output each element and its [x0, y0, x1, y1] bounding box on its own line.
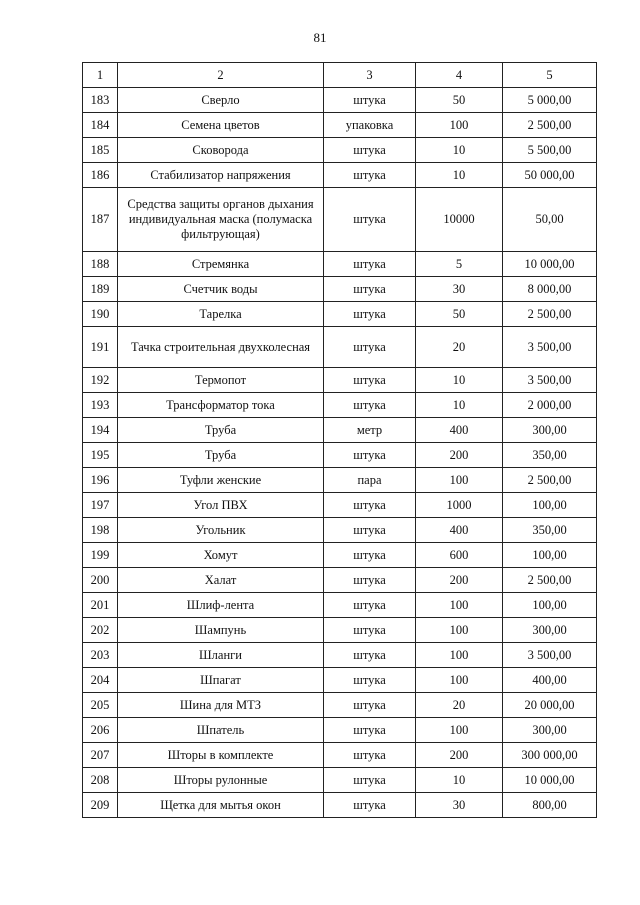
- price-cell: 3 500,00: [503, 327, 597, 368]
- table-row: [83, 618, 597, 643]
- row-number-cell: 204: [83, 668, 118, 693]
- items-table: [82, 62, 597, 818]
- price-cell: 50 000,00: [503, 163, 597, 188]
- price-cell: 300,00: [503, 418, 597, 443]
- price-cell: 100,00: [503, 543, 597, 568]
- table-row: [83, 743, 597, 768]
- item-name-cell: Семена цветов: [118, 113, 324, 138]
- header-cell-1: 1: [83, 63, 118, 88]
- item-name-cell: Угол ПВХ: [118, 493, 324, 518]
- price-cell: 20 000,00: [503, 693, 597, 718]
- price-cell: 2 500,00: [503, 113, 597, 138]
- price-cell: 800,00: [503, 793, 597, 818]
- quantity-cell: 600: [416, 543, 503, 568]
- unit-cell: штука: [324, 568, 416, 593]
- quantity-cell: 1000: [416, 493, 503, 518]
- unit-cell: штука: [324, 368, 416, 393]
- row-number-cell: 185: [83, 138, 118, 163]
- unit-cell: штука: [324, 493, 416, 518]
- item-name-cell: Термопот: [118, 368, 324, 393]
- row-number-cell: 195: [83, 443, 118, 468]
- quantity-cell: 100: [416, 643, 503, 668]
- item-name-cell: Тачка строительная двухколесная: [118, 327, 324, 368]
- quantity-cell: 200: [416, 568, 503, 593]
- unit-cell: штука: [324, 643, 416, 668]
- price-cell: 3 500,00: [503, 643, 597, 668]
- table-row: [83, 493, 597, 518]
- item-name-cell: Сковорода: [118, 138, 324, 163]
- item-name-cell: Халат: [118, 568, 324, 593]
- item-name-cell: Средства защиты органов дыхания индивидуальная маска (полумаска фильтрующая): [118, 188, 324, 252]
- table-row: [83, 718, 597, 743]
- item-name-cell: Шторы в комплекте: [118, 743, 324, 768]
- table-row: [83, 327, 597, 368]
- table-row: [83, 418, 597, 443]
- table-row: [83, 568, 597, 593]
- header-cell-2: 2: [118, 63, 324, 88]
- quantity-cell: 400: [416, 518, 503, 543]
- unit-cell: штука: [324, 543, 416, 568]
- quantity-cell: 200: [416, 743, 503, 768]
- price-cell: 400,00: [503, 668, 597, 693]
- price-cell: 5 000,00: [503, 88, 597, 113]
- row-number-cell: 202: [83, 618, 118, 643]
- quantity-cell: 10000: [416, 188, 503, 252]
- quantity-cell: 10: [416, 768, 503, 793]
- quantity-cell: 100: [416, 618, 503, 643]
- row-number-cell: 189: [83, 277, 118, 302]
- quantity-cell: 10: [416, 163, 503, 188]
- row-number-cell: 194: [83, 418, 118, 443]
- row-number-cell: 200: [83, 568, 118, 593]
- row-number-cell: 196: [83, 468, 118, 493]
- unit-cell: штука: [324, 593, 416, 618]
- price-cell: 2 000,00: [503, 393, 597, 418]
- table-row: [83, 113, 597, 138]
- item-name-cell: Стремянка: [118, 252, 324, 277]
- quantity-cell: 100: [416, 668, 503, 693]
- row-number-cell: 205: [83, 693, 118, 718]
- row-number-cell: 206: [83, 718, 118, 743]
- header-cell-5: 5: [503, 63, 597, 88]
- row-number-cell: 197: [83, 493, 118, 518]
- item-name-cell: Туфли женские: [118, 468, 324, 493]
- page-number: 81: [313, 30, 327, 45]
- row-number-cell: 209: [83, 793, 118, 818]
- item-name-cell: Шпатель: [118, 718, 324, 743]
- quantity-cell: 50: [416, 302, 503, 327]
- table-row: [83, 768, 597, 793]
- price-cell: 2 500,00: [503, 302, 597, 327]
- table-row: [83, 302, 597, 327]
- unit-cell: упаковка: [324, 113, 416, 138]
- row-number-cell: 208: [83, 768, 118, 793]
- row-number-cell: 186: [83, 163, 118, 188]
- quantity-cell: 100: [416, 468, 503, 493]
- item-name-cell: Хомут: [118, 543, 324, 568]
- price-cell: 10 000,00: [503, 768, 597, 793]
- row-number-cell: 192: [83, 368, 118, 393]
- item-name-cell: Шлиф-лента: [118, 593, 324, 618]
- table-row: [83, 443, 597, 468]
- row-number-cell: 193: [83, 393, 118, 418]
- price-cell: 10 000,00: [503, 252, 597, 277]
- quantity-cell: 30: [416, 277, 503, 302]
- quantity-cell: 20: [416, 693, 503, 718]
- price-cell: 350,00: [503, 518, 597, 543]
- table-row: [83, 188, 597, 252]
- unit-cell: штука: [324, 138, 416, 163]
- table-row: [83, 793, 597, 818]
- price-cell: 5 500,00: [503, 138, 597, 163]
- unit-cell: штука: [324, 518, 416, 543]
- header-cell-3: 3: [324, 63, 416, 88]
- item-name-cell: Стабилизатор напряжения: [118, 163, 324, 188]
- unit-cell: штука: [324, 768, 416, 793]
- unit-cell: метр: [324, 418, 416, 443]
- price-cell: 8 000,00: [503, 277, 597, 302]
- price-cell: 100,00: [503, 593, 597, 618]
- row-number-cell: 188: [83, 252, 118, 277]
- row-number-cell: 190: [83, 302, 118, 327]
- unit-cell: штука: [324, 327, 416, 368]
- row-number-cell: 183: [83, 88, 118, 113]
- quantity-cell: 50: [416, 88, 503, 113]
- table-row: [83, 277, 597, 302]
- item-name-cell: Шланги: [118, 643, 324, 668]
- price-cell: 3 500,00: [503, 368, 597, 393]
- unit-cell: штука: [324, 443, 416, 468]
- item-name-cell: Шторы рулонные: [118, 768, 324, 793]
- price-cell: 2 500,00: [503, 468, 597, 493]
- quantity-cell: 100: [416, 718, 503, 743]
- row-number-cell: 187: [83, 188, 118, 252]
- table-row: [83, 643, 597, 668]
- table-body: [83, 63, 597, 818]
- quantity-cell: 10: [416, 393, 503, 418]
- price-cell: 300,00: [503, 718, 597, 743]
- unit-cell: штука: [324, 693, 416, 718]
- table-row: [83, 543, 597, 568]
- table-row: [83, 252, 597, 277]
- unit-cell: штука: [324, 88, 416, 113]
- unit-cell: штука: [324, 252, 416, 277]
- item-name-cell: Шина для МТЗ: [118, 693, 324, 718]
- table-row: [83, 518, 597, 543]
- quantity-cell: 5: [416, 252, 503, 277]
- item-name-cell: Труба: [118, 418, 324, 443]
- unit-cell: штука: [324, 393, 416, 418]
- unit-cell: штука: [324, 668, 416, 693]
- unit-cell: штука: [324, 277, 416, 302]
- price-cell: 100,00: [503, 493, 597, 518]
- price-cell: 50,00: [503, 188, 597, 252]
- table-row: [83, 468, 597, 493]
- row-number-cell: 184: [83, 113, 118, 138]
- quantity-cell: 30: [416, 793, 503, 818]
- table-row: [83, 138, 597, 163]
- table-row: [83, 163, 597, 188]
- item-name-cell: Шампунь: [118, 618, 324, 643]
- price-cell: 300,00: [503, 618, 597, 643]
- unit-cell: штука: [324, 618, 416, 643]
- table-row: [83, 393, 597, 418]
- table-row: [83, 593, 597, 618]
- row-number-cell: 198: [83, 518, 118, 543]
- item-name-cell: Сверло: [118, 88, 324, 113]
- table-row: [83, 368, 597, 393]
- quantity-cell: 100: [416, 593, 503, 618]
- quantity-cell: 100: [416, 113, 503, 138]
- unit-cell: штука: [324, 302, 416, 327]
- unit-cell: штука: [324, 718, 416, 743]
- item-name-cell: Угольник: [118, 518, 324, 543]
- quantity-cell: 20: [416, 327, 503, 368]
- row-number-cell: 203: [83, 643, 118, 668]
- header-cell-4: 4: [416, 63, 503, 88]
- item-name-cell: Счетчик воды: [118, 277, 324, 302]
- unit-cell: штука: [324, 163, 416, 188]
- quantity-cell: 400: [416, 418, 503, 443]
- table-row: [83, 668, 597, 693]
- table-row: [83, 88, 597, 113]
- price-cell: 2 500,00: [503, 568, 597, 593]
- quantity-cell: 200: [416, 443, 503, 468]
- quantity-cell: 10: [416, 138, 503, 163]
- price-cell: 300 000,00: [503, 743, 597, 768]
- unit-cell: штука: [324, 743, 416, 768]
- item-name-cell: Тарелка: [118, 302, 324, 327]
- item-name-cell: Щетка для мытья окон: [118, 793, 324, 818]
- table-row: [83, 693, 597, 718]
- item-name-cell: Трансформатор тока: [118, 393, 324, 418]
- row-number-cell: 191: [83, 327, 118, 368]
- unit-cell: штука: [324, 793, 416, 818]
- row-number-cell: 207: [83, 743, 118, 768]
- price-cell: 350,00: [503, 443, 597, 468]
- item-name-cell: Шпагат: [118, 668, 324, 693]
- table-header-row: [83, 63, 597, 88]
- unit-cell: штука: [324, 188, 416, 252]
- item-name-cell: Труба: [118, 443, 324, 468]
- row-number-cell: 201: [83, 593, 118, 618]
- quantity-cell: 10: [416, 368, 503, 393]
- row-number-cell: 199: [83, 543, 118, 568]
- unit-cell: пара: [324, 468, 416, 493]
